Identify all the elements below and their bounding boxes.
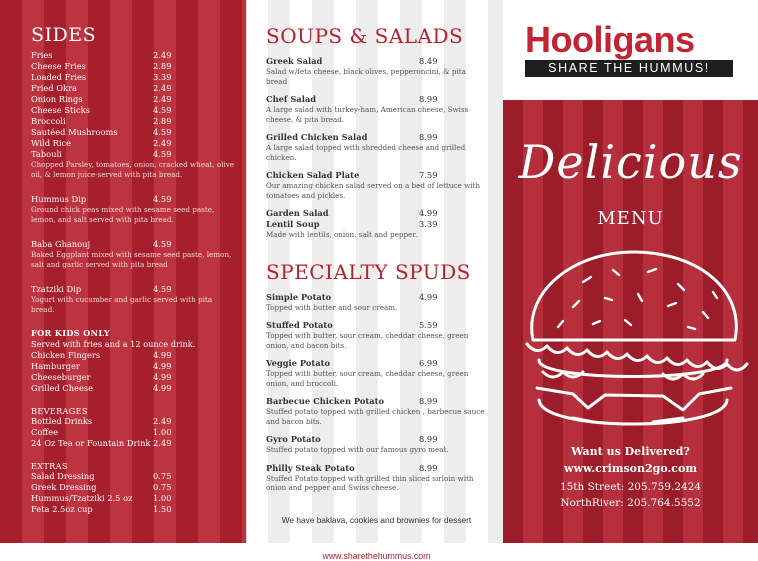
menu-item-name: Wild Rice xyxy=(31,138,72,148)
menu-item-price: 4.99 xyxy=(153,372,172,382)
menu-item-name: Chef Salad xyxy=(266,94,317,104)
spuds-list xyxy=(266,292,487,493)
menu-item-price: 2.49 xyxy=(153,83,172,93)
menu-item-price: 4.99 xyxy=(419,291,438,302)
menu-item-name: Barbecue Chicken Potato xyxy=(266,396,385,406)
menu-item-price: 4.59 xyxy=(153,239,172,249)
logo-title: Hooligans xyxy=(525,19,695,60)
menu-item-price: 8.99 xyxy=(419,434,438,444)
menu-item xyxy=(266,56,487,86)
menu-item-name: Bottled Drinks xyxy=(31,416,93,426)
logo-area xyxy=(503,0,758,100)
kids-title: FOR KIDS ONLY xyxy=(31,328,111,338)
website-link[interactable]: www.sharethehummus.com xyxy=(322,550,431,561)
menu-item-name: Loaded Fries xyxy=(31,72,87,82)
menu-item-name: Fried Okra xyxy=(31,83,77,93)
menu-item-row xyxy=(266,132,487,143)
menu-item-price: 3.39 xyxy=(419,219,438,229)
menu-item-row xyxy=(31,471,236,482)
menu-item-row xyxy=(31,504,236,515)
menu-item-price: 8.99 xyxy=(419,462,438,473)
phone-15th-street: 15th Street: 205.759.2424 xyxy=(559,481,702,493)
menu-item xyxy=(266,292,487,313)
menu-item-name: Fries xyxy=(31,50,53,60)
menu-item-name: Garden Salad xyxy=(266,208,329,218)
spacer xyxy=(31,271,236,284)
menu-item-row xyxy=(31,493,236,504)
menu-item-row xyxy=(266,94,487,105)
menu-item-row xyxy=(31,372,236,383)
menu-item-desc: Topped with butter, sour cream, cheddar cheese, green onion, and bacon bits. xyxy=(266,331,469,350)
menu-item-row xyxy=(31,149,236,160)
menu-item-row xyxy=(31,438,236,449)
menu-item-price: 4.59 xyxy=(153,105,172,115)
menu-item-desc: Salad w/feta cheese, black olives, pepperoncini, & pita bread xyxy=(266,67,466,86)
menu-item-desc: Baked Eggplant mixed with sesame seed paste, lemon, salt and garlic served with pita bread xyxy=(31,250,232,269)
menu-item-row xyxy=(31,284,236,295)
menu-item-desc: A large salad topped with shredded cheese and grilled chicken. xyxy=(266,143,466,162)
menu-word: MENU xyxy=(597,208,664,229)
menu-item-name: Baba Ghanouj xyxy=(31,239,91,249)
menu-item-price: 4.59 xyxy=(153,194,172,204)
menu-item-name: Hummus/Tzatziki 2.5 oz xyxy=(31,493,133,503)
sides-title: SIDES xyxy=(31,24,97,46)
menu-item-name: Gyro Potato xyxy=(266,434,321,444)
menu-item-name: Onion Rings xyxy=(31,94,83,104)
beverages-list xyxy=(31,416,236,449)
menu-item-name: Hummus Dip xyxy=(31,194,87,204)
menu-item-price: 2.49 xyxy=(153,438,172,448)
menu-item-price: 8.99 xyxy=(419,94,438,104)
menu-item-row xyxy=(31,194,236,205)
menu-item-row xyxy=(266,396,487,407)
menu-item-row xyxy=(31,416,236,427)
menu-item-name: Chicken Fingers xyxy=(31,350,101,360)
menu-item-price: 8.49 xyxy=(419,56,438,66)
menu-item-price: 4.99 xyxy=(419,208,438,218)
menu-item-row xyxy=(31,127,236,138)
menu-item-row xyxy=(31,138,236,149)
extras-title: EXTRAS xyxy=(31,461,68,471)
menu-item xyxy=(266,320,487,350)
menu-item-name: Lentil Soup xyxy=(266,219,320,229)
menu-item-name: Simple Potato xyxy=(266,291,332,302)
menu-item-price: 2.89 xyxy=(153,61,172,71)
menu-item-desc: Topped with butter and sour cream. xyxy=(266,302,398,312)
menu-item-name: Broccoli xyxy=(31,116,66,126)
menu-item-name: Sautéed Mushrooms xyxy=(31,127,118,137)
menu-item-name: Cheese Sticks xyxy=(31,105,90,115)
menu-item-price: 6.99 xyxy=(419,358,438,368)
menu-item-row xyxy=(31,50,236,61)
menu-item-price: 2.49 xyxy=(153,50,172,60)
menu-item-name: Chicken Salad Plate xyxy=(266,170,360,180)
menu-item-name: Veggie Potato xyxy=(266,358,331,368)
menu-item-row xyxy=(31,116,236,127)
fold-line xyxy=(246,0,247,543)
menu-item xyxy=(266,219,487,240)
dips-list xyxy=(31,181,236,314)
menu-item-row xyxy=(266,170,487,181)
menu-item-desc: Stuffed potato topped with grilled chicken , barbecue sauce and bacon bits. xyxy=(266,407,485,426)
beverages-title: BEVERAGES xyxy=(31,406,88,416)
menu-item-row xyxy=(266,292,487,303)
menu-item-row xyxy=(266,434,487,445)
menu-item-name: Greek Salad xyxy=(266,56,323,66)
menu-item-row xyxy=(31,239,236,250)
menu-item-row xyxy=(31,105,236,116)
menu-item-price: 8.99 xyxy=(419,396,438,406)
spuds-title: SPECIALTY SPUDS xyxy=(266,259,471,284)
tabouli-desc: Chopped Parsley, tomatoes, onion, cracked wheat, olive oil, & lemon juice-served with pita bread. xyxy=(31,160,235,179)
menu-item-price: 4.99 xyxy=(153,350,172,360)
menu-item-name: Philly Steak Potato xyxy=(266,462,355,473)
menu-item-name: Grilled Cheese xyxy=(31,383,94,393)
menu-item-row xyxy=(31,383,236,394)
menu-item-price: 1.50 xyxy=(153,504,172,514)
menu-item xyxy=(266,434,487,455)
burger-illustration-icon xyxy=(513,232,753,442)
menu-item-desc: Our amazing chicken salad served on a bed of lettuce with tomatoes and pickles. xyxy=(266,181,481,200)
menu-item-price: 2.49 xyxy=(153,94,172,104)
soups-title: SOUPS & SALADS xyxy=(266,24,464,48)
sides-list xyxy=(31,50,236,160)
menu-item xyxy=(266,170,487,200)
menu-item xyxy=(266,358,487,388)
menu-item-desc: Ground chick peas mixed with sesame seed paste, lemon, and salt served with pita bread. xyxy=(31,205,215,224)
left-panel xyxy=(0,0,246,543)
kids-subtitle: Served with fries and a 12 ounce drink. xyxy=(31,339,196,349)
menu-item-price: 2.49 xyxy=(153,138,172,148)
delivery-question: Want us Delivered? xyxy=(571,445,690,458)
menu-item-name: Feta 2.5oz cup xyxy=(31,504,93,514)
menu-item-name: Cheese Fries xyxy=(31,61,86,71)
menu-item xyxy=(266,208,487,219)
script-title: Delicious xyxy=(518,135,743,189)
menu-item-price: 7.59 xyxy=(419,170,438,180)
extras-list xyxy=(31,471,236,515)
menu-item-desc: Made with lentils, onion, salt and pepper. xyxy=(266,230,418,239)
delivery-link[interactable]: www.crimson2go.com xyxy=(564,462,697,475)
right-panel xyxy=(503,0,758,543)
menu-item-name: 24 Oz Tea or Fountain Drink xyxy=(31,438,151,448)
menu-item-price: 3.39 xyxy=(153,72,172,82)
spacer xyxy=(31,181,236,194)
menu-item-price: 4.59 xyxy=(153,149,172,159)
menu-item-price: 0.75 xyxy=(153,482,172,492)
menu-item-name: Cheeseburger xyxy=(31,372,91,382)
menu-item-row xyxy=(31,94,236,105)
menu-item-row xyxy=(266,320,487,331)
menu-item-desc: Yogurt with cucumber and garlic served with pita bread. xyxy=(31,295,213,314)
menu-item-price: 4.99 xyxy=(153,361,172,371)
menu-item-name: Salad Dressing xyxy=(31,471,95,481)
menu-item-desc: Topped with butter, sour cream, cheddar cheese, green onion, and broccoli. xyxy=(266,369,469,388)
menu-item-price: 2.49 xyxy=(153,416,172,426)
menu-item-name: Tabouli xyxy=(31,149,62,159)
menu-item-row xyxy=(266,219,487,230)
menu-item xyxy=(266,463,487,493)
menu-item-row xyxy=(266,358,487,369)
menu-item-price: 1.00 xyxy=(153,493,172,503)
kids-list xyxy=(31,350,236,394)
menu-item-row xyxy=(31,61,236,72)
spacer xyxy=(31,226,236,239)
menu-item-name: Tzatziki Dip xyxy=(31,284,82,294)
menu-item-name: Grilled Chicken Salad xyxy=(266,132,368,142)
phone-northriver: NorthRiver: 205.764.5552 xyxy=(560,497,701,509)
menu-item-price: 4.59 xyxy=(153,284,172,294)
menu-item-price: 4.99 xyxy=(153,383,172,393)
menu-item-row xyxy=(266,208,487,219)
soups-list xyxy=(266,56,487,240)
menu-item-row xyxy=(31,361,236,372)
menu-item-name: Hamburger xyxy=(31,361,80,371)
menu-item-name: Coffee xyxy=(31,427,59,437)
dessert-note: We have baklava, cookies and brownies for dessert xyxy=(281,514,472,525)
menu-item-price: 1.00 xyxy=(153,427,172,437)
menu-item-name: Stuffed Potato xyxy=(266,320,333,330)
menu-item-price: 0.75 xyxy=(153,471,172,481)
menu-item-desc: Stuffed potato topped with our famous gyro meat. xyxy=(266,445,449,454)
logo-tagline: SHARE THE HUMMUS! xyxy=(525,60,733,77)
menu-item xyxy=(266,396,487,426)
menu-item xyxy=(266,132,487,162)
menu-item-row xyxy=(31,83,236,94)
menu-item-price: 4.59 xyxy=(153,127,172,137)
menu-item-row xyxy=(31,427,236,438)
menu-item-desc: A large salad with turkey-ham, American cheese, Swiss cheese, & pita bread. xyxy=(266,105,469,124)
menu-item-price: 5.59 xyxy=(419,320,438,330)
menu-item-price: 8.99 xyxy=(419,132,438,142)
menu-item-row xyxy=(266,56,487,67)
menu-item-row xyxy=(31,482,236,493)
middle-panel xyxy=(246,0,503,561)
menu-item-row xyxy=(31,350,236,361)
menu-item-row xyxy=(31,72,236,83)
menu-item xyxy=(266,94,487,124)
menu-item-name: Greek Dressing xyxy=(31,482,97,492)
menu-item-price: 2.89 xyxy=(153,116,172,126)
menu-item-desc: Stuffed Potato topped with grilled thin sliced sirloin with onion and pepper and Swiss cheese. xyxy=(266,473,474,492)
menu-item-row xyxy=(266,463,487,474)
